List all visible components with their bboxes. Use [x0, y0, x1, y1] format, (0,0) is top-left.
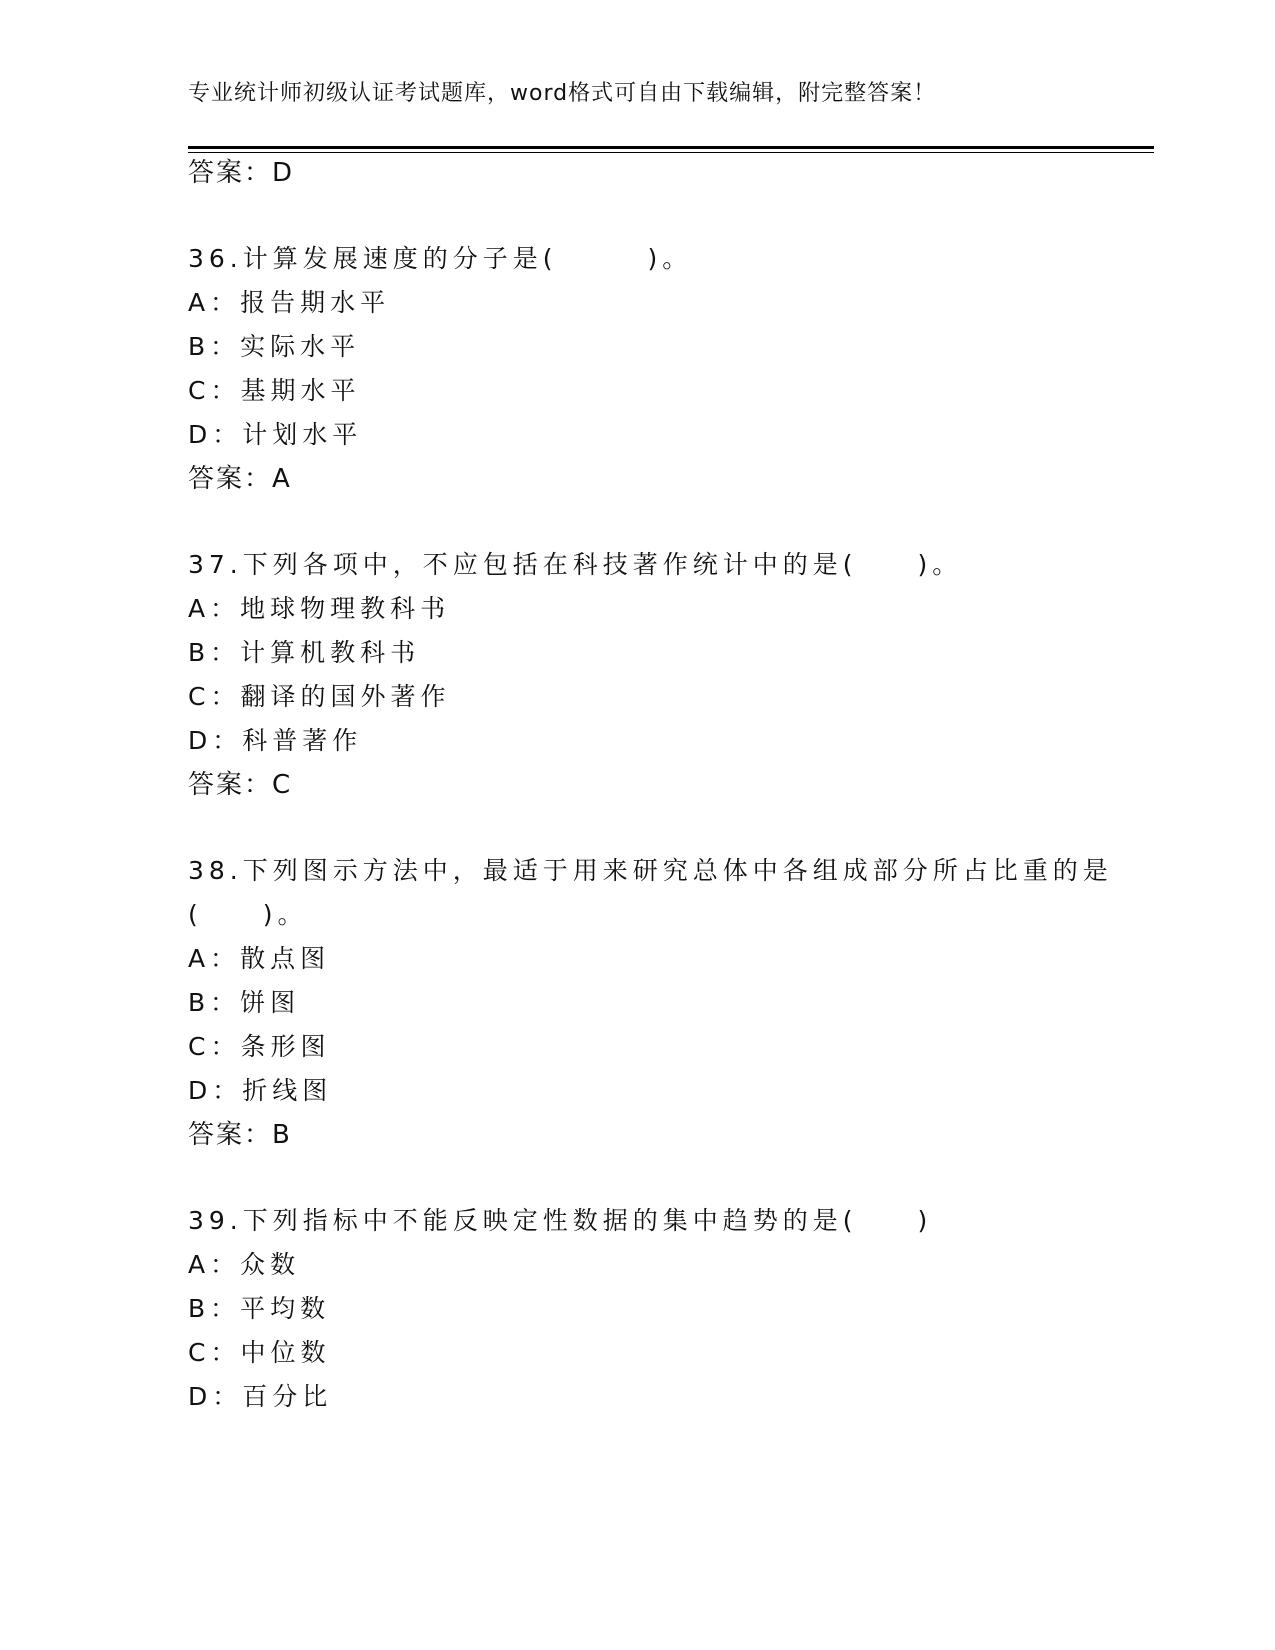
question-36: 36.计算发展速度的分子是( )。: [188, 244, 693, 273]
option-37-a: A：地球物理教科书: [188, 594, 451, 623]
header-divider-thick: [188, 146, 1154, 149]
answer-37: 答案：C: [188, 770, 293, 800]
option-39-a: A：众数: [188, 1250, 301, 1279]
option-38-a: A：散点图: [188, 944, 331, 973]
option-36-a: A：报告期水平: [188, 288, 391, 317]
page-header: 专业统计师初级认证考试题库，word格式可自由下载编辑，附完整答案！: [188, 81, 937, 106]
question-38-line-2: ( )。: [188, 900, 308, 929]
option-37-d: D：科普著作: [188, 726, 363, 755]
option-38-b: B：饼图: [188, 988, 301, 1017]
header-divider-thin: [188, 152, 1154, 153]
option-39-d: D：百分比: [188, 1382, 333, 1411]
answer-38: 答案：B: [188, 1120, 292, 1150]
answer-35: 答案：D: [188, 158, 295, 188]
answer-36: 答案：A: [188, 464, 292, 494]
question-38-line-1: 38.下列图示方法中，最适于用来研究总体中各组成部分所占比重的是: [188, 856, 1113, 885]
option-36-b: B：实际水平: [188, 332, 361, 361]
option-37-b: B：计算机教科书: [188, 638, 421, 667]
option-36-c: C：基期水平: [188, 376, 361, 405]
option-39-b: B：平均数: [188, 1294, 331, 1323]
option-38-d: D：折线图: [188, 1076, 333, 1105]
option-39-c: C：中位数: [188, 1338, 331, 1367]
option-38-c: C：条形图: [188, 1032, 331, 1061]
option-37-c: C：翻译的国外著作: [188, 682, 451, 711]
question-39: 39.下列指标中不能反映定性数据的集中趋势的是( ): [188, 1206, 933, 1235]
option-36-d: D：计划水平: [188, 420, 363, 449]
question-37: 37.下列各项中，不应包括在科技著作统计中的是( )。: [188, 550, 963, 579]
